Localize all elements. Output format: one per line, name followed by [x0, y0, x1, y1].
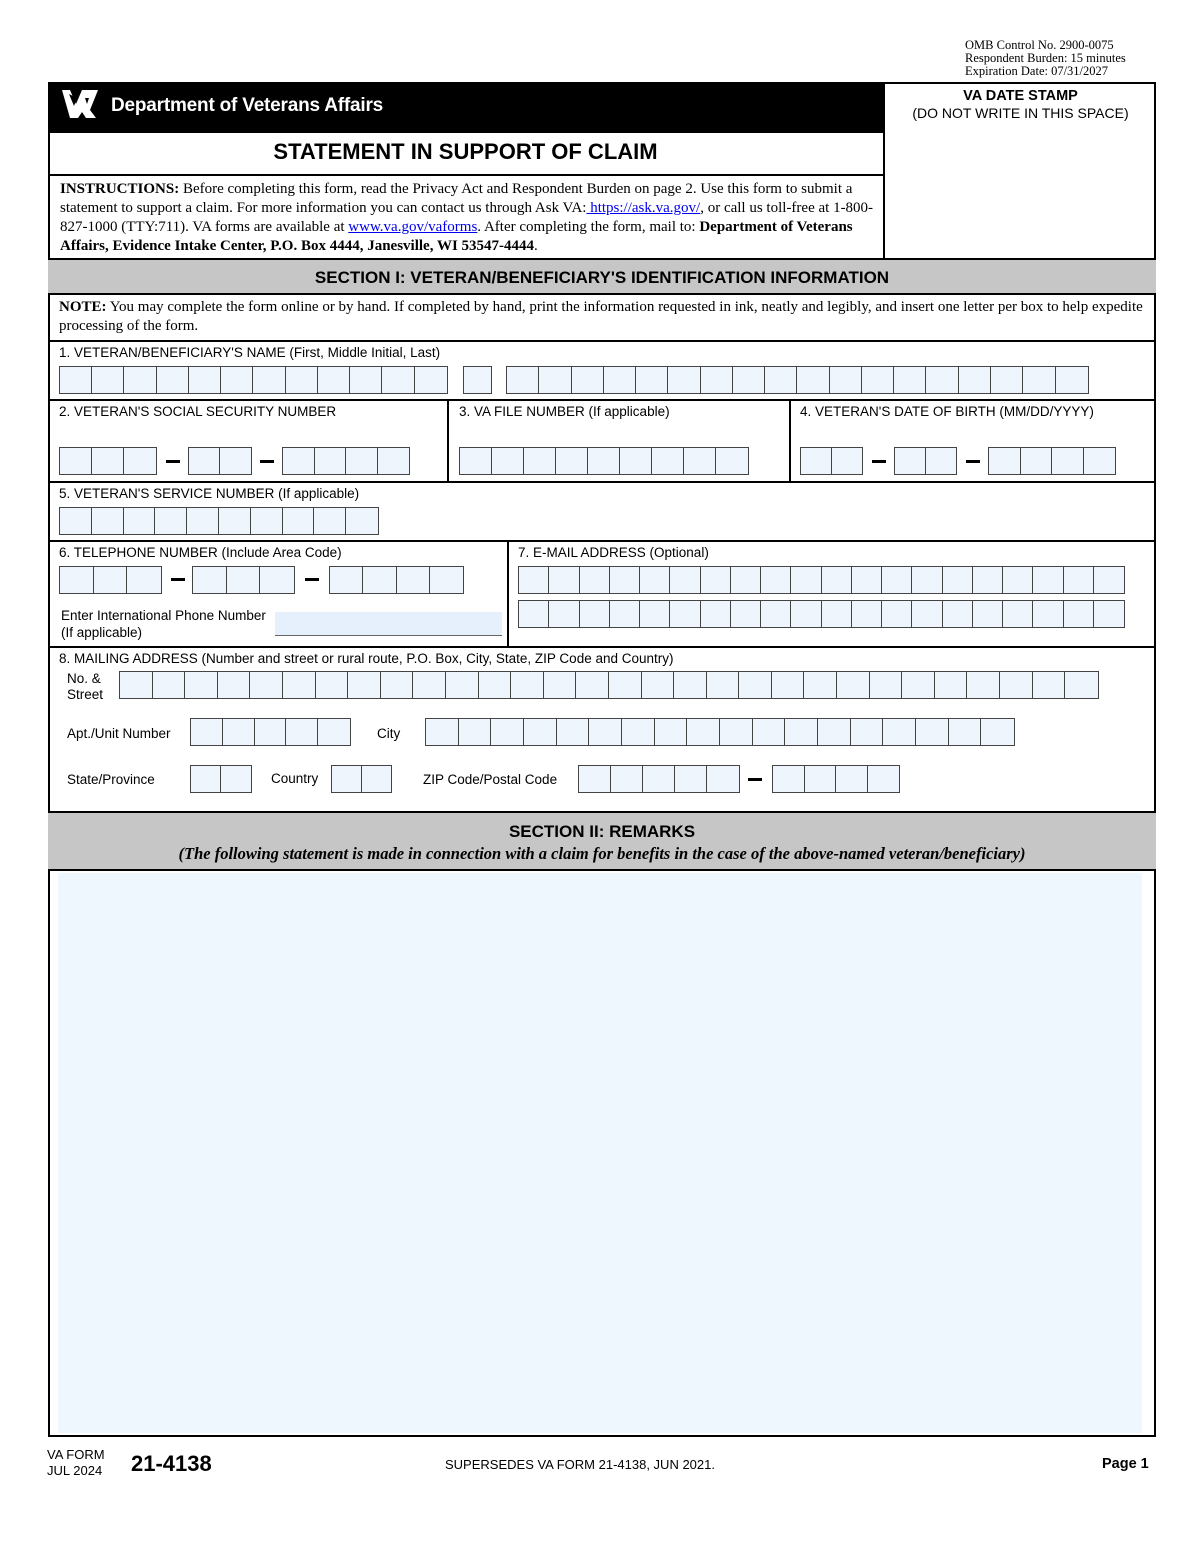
- character-box[interactable]: [739, 672, 772, 698]
- character-box[interactable]: [549, 601, 579, 627]
- mailing-address: Department of Veterans Affairs, Evidence Intake Center, P.O. Box 4444, Janesville, WI 53547-4444: [60, 219, 853, 254]
- character-box[interactable]: [348, 672, 381, 698]
- character-box[interactable]: [316, 672, 349, 698]
- character-box[interactable]: [687, 719, 720, 745]
- dash: [305, 578, 319, 581]
- character-box[interactable]: [801, 448, 832, 474]
- character-box[interactable]: [1033, 567, 1063, 593]
- character-box[interactable]: [94, 567, 128, 593]
- character-box[interactable]: [852, 567, 882, 593]
- character-box[interactable]: [620, 448, 652, 474]
- section-2-title: SECTION II: REMARKS: [508, 822, 696, 841]
- character-box[interactable]: [643, 766, 675, 792]
- character-box[interactable]: [610, 601, 640, 627]
- dob-month-field[interactable]: [800, 447, 863, 475]
- footer-date: JUL 2024: [47, 1463, 103, 1478]
- character-box[interactable]: [283, 672, 316, 698]
- column-divider: [507, 540, 509, 647]
- character-box[interactable]: [92, 367, 124, 393]
- character-box[interactable]: [381, 672, 414, 698]
- character-box[interactable]: [604, 367, 636, 393]
- row-divider: [48, 481, 1156, 483]
- character-box[interactable]: [191, 719, 223, 745]
- character-box[interactable]: [580, 567, 610, 593]
- character-box[interactable]: [943, 567, 973, 593]
- character-box[interactable]: [935, 672, 968, 698]
- omb-control: OMB Control No. 2900-0075: [965, 38, 1114, 52]
- divider: [48, 131, 883, 133]
- character-box[interactable]: [378, 448, 410, 474]
- character-box[interactable]: [524, 719, 557, 745]
- character-box[interactable]: [60, 448, 92, 474]
- character-box[interactable]: [720, 719, 753, 745]
- character-box[interactable]: [1052, 448, 1084, 474]
- character-box[interactable]: [652, 448, 684, 474]
- stamp-title: VA DATE STAMP: [963, 88, 1078, 104]
- character-box[interactable]: [701, 567, 731, 593]
- character-box[interactable]: [124, 508, 156, 534]
- va-header-bar: [48, 82, 883, 131]
- section-1-title: SECTION I: VETERAN/BENEFICIARY'S IDENTIFICATION INFORMATION: [314, 268, 890, 287]
- state-label: State/Province: [67, 772, 155, 787]
- character-box[interactable]: [1064, 567, 1094, 593]
- character-box[interactable]: [588, 448, 620, 474]
- character-box[interactable]: [1023, 367, 1055, 393]
- form-title: STATEMENT IN SUPPORT OF CLAIM: [273, 139, 658, 164]
- intl-phone-label: [61, 607, 266, 641]
- service-number-label: 5. VETERAN'S SERVICE NUMBER (If applicable): [59, 486, 360, 501]
- character-box[interactable]: [804, 672, 837, 698]
- country-label: Country: [271, 771, 319, 786]
- character-box[interactable]: [701, 367, 733, 393]
- character-box[interactable]: [959, 367, 991, 393]
- character-box[interactable]: [460, 448, 492, 474]
- character-box[interactable]: [949, 719, 982, 745]
- telephone-label: 6. TELEPHONE NUMBER (Include Area Code): [59, 545, 342, 560]
- character-box[interactable]: [832, 448, 863, 474]
- character-box[interactable]: [1033, 672, 1066, 698]
- character-box[interactable]: [60, 508, 92, 534]
- character-box[interactable]: [902, 672, 935, 698]
- character-box[interactable]: [153, 672, 186, 698]
- character-box[interactable]: [1084, 448, 1116, 474]
- character-box[interactable]: [120, 672, 153, 698]
- character-box[interactable]: [733, 367, 765, 393]
- character-box[interactable]: [382, 367, 414, 393]
- character-box[interactable]: [701, 601, 731, 627]
- character-box[interactable]: [557, 719, 590, 745]
- character-box[interactable]: [286, 719, 318, 745]
- character-box[interactable]: [772, 672, 805, 698]
- email-field-line-2[interactable]: [518, 600, 1125, 628]
- zip-extension-field[interactable]: [772, 765, 900, 793]
- character-box[interactable]: [675, 766, 707, 792]
- character-box[interactable]: [511, 672, 544, 698]
- character-box[interactable]: [318, 719, 350, 745]
- character-box[interactable]: [221, 766, 251, 792]
- character-box[interactable]: [765, 367, 797, 393]
- character-box[interactable]: [350, 367, 382, 393]
- character-box[interactable]: [926, 448, 957, 474]
- footer-va-form: VA FORM: [47, 1447, 105, 1462]
- character-box[interactable]: [883, 719, 916, 745]
- character-box[interactable]: [761, 567, 791, 593]
- omb-expiration: Expiration Date: 07/31/2027: [965, 64, 1109, 78]
- character-box[interactable]: [1056, 367, 1088, 393]
- character-box[interactable]: [580, 601, 610, 627]
- character-box[interactable]: [870, 672, 903, 698]
- section-2-header: [48, 811, 1156, 871]
- dash: [872, 460, 886, 463]
- character-box[interactable]: [822, 567, 852, 593]
- character-box[interactable]: [894, 367, 926, 393]
- character-box[interactable]: [430, 567, 463, 593]
- section-2-subtitle: (The following statement is made in connection with a claim for benefits in the case of the above-named veteran/beneficiary): [178, 844, 1026, 863]
- character-box[interactable]: [805, 766, 837, 792]
- character-box[interactable]: [155, 508, 187, 534]
- character-box[interactable]: [868, 766, 900, 792]
- character-box[interactable]: [363, 567, 396, 593]
- character-box[interactable]: [926, 367, 958, 393]
- character-box[interactable]: [655, 719, 688, 745]
- form-title-row: [48, 131, 883, 176]
- character-box[interactable]: [318, 367, 350, 393]
- dash: [260, 460, 274, 463]
- service-number-field[interactable]: [59, 507, 379, 535]
- character-box[interactable]: [989, 448, 1021, 474]
- apt-label: Apt./Unit Number: [67, 726, 171, 741]
- character-box[interactable]: [674, 672, 707, 698]
- character-box[interactable]: [60, 367, 92, 393]
- character-box[interactable]: [1065, 672, 1098, 698]
- character-box[interactable]: [193, 567, 227, 593]
- character-box[interactable]: [837, 672, 870, 698]
- character-box[interactable]: [636, 367, 668, 393]
- character-box[interactable]: [1094, 601, 1124, 627]
- character-box[interactable]: [92, 508, 124, 534]
- character-box[interactable]: [507, 367, 539, 393]
- mailing-address-label: 8. MAILING ADDRESS (Number and street or rural route, P.O. Box, City, State, ZIP Code and Country): [59, 651, 674, 666]
- character-box[interactable]: [640, 601, 670, 627]
- character-box[interactable]: [549, 567, 579, 593]
- section-1-header: [48, 258, 1156, 295]
- instructions-text-2: , or call us toll-free at 1-800-827-1000 (TTY:711). VA forms are available at: [60, 200, 874, 235]
- dob-day-field[interactable]: [894, 447, 957, 475]
- ssn-first-field[interactable]: [59, 447, 157, 475]
- character-box[interactable]: [227, 567, 261, 593]
- character-box[interactable]: [862, 367, 894, 393]
- phone-area-field[interactable]: [59, 566, 162, 594]
- character-box[interactable]: [124, 448, 156, 474]
- email-label: 7. E-MAIL ADDRESS (Optional): [518, 545, 709, 560]
- character-box[interactable]: [818, 719, 851, 745]
- character-box[interactable]: [187, 508, 219, 534]
- page-number: Page 1: [1102, 1456, 1149, 1472]
- city-label: City: [377, 726, 401, 741]
- character-box[interactable]: [684, 448, 716, 474]
- va-seal-icon: [60, 88, 100, 120]
- character-box[interactable]: [124, 367, 156, 393]
- character-box[interactable]: [1064, 601, 1094, 627]
- character-box[interactable]: [157, 367, 189, 393]
- character-box[interactable]: [185, 672, 218, 698]
- character-box[interactable]: [1094, 567, 1124, 593]
- intl-phone-label-1: Enter International Phone Number: [61, 608, 266, 623]
- character-box[interactable]: [253, 367, 285, 393]
- character-box[interactable]: [707, 766, 739, 792]
- va-file-label: 3. VA FILE NUMBER (If applicable): [459, 404, 670, 419]
- character-box[interactable]: [459, 719, 492, 745]
- column-divider: [447, 399, 449, 482]
- character-box[interactable]: [544, 672, 577, 698]
- character-box[interactable]: [912, 601, 942, 627]
- character-box[interactable]: [791, 567, 821, 593]
- character-box[interactable]: [255, 719, 287, 745]
- character-box[interactable]: [464, 367, 491, 393]
- remarks-textarea[interactable]: [58, 873, 1142, 1433]
- character-box[interactable]: [836, 766, 868, 792]
- email-field-line-1[interactable]: [518, 566, 1125, 594]
- character-box[interactable]: [851, 719, 884, 745]
- character-box[interactable]: [912, 567, 942, 593]
- omb-info: [965, 39, 1165, 78]
- character-box[interactable]: [1003, 601, 1033, 627]
- note-lead: NOTE:: [59, 299, 107, 315]
- dob-year-field[interactable]: [988, 447, 1116, 475]
- last-name-field[interactable]: [506, 366, 1089, 394]
- dash: [166, 460, 180, 463]
- row-divider: [48, 540, 1156, 542]
- character-box[interactable]: [218, 672, 251, 698]
- column-divider: [789, 399, 791, 482]
- phone-prefix-field[interactable]: [192, 566, 295, 594]
- character-box[interactable]: [397, 567, 430, 593]
- instructions-lead: INSTRUCTIONS:: [60, 181, 180, 197]
- character-box[interactable]: [189, 367, 221, 393]
- character-box[interactable]: [260, 567, 294, 593]
- character-box[interactable]: [716, 448, 748, 474]
- name-label: 1. VETERAN/BENEFICIARY'S NAME (First, Middle Initial, Last): [59, 345, 441, 360]
- character-box[interactable]: [943, 601, 973, 627]
- character-box[interactable]: [219, 508, 251, 534]
- country-field[interactable]: [331, 765, 392, 793]
- department-name: Department of Veterans Affairs: [111, 95, 384, 116]
- phone-line-field[interactable]: [329, 566, 464, 594]
- character-box[interactable]: [785, 719, 818, 745]
- character-box[interactable]: [791, 601, 821, 627]
- dash: [966, 460, 980, 463]
- character-box[interactable]: [830, 367, 862, 393]
- character-box[interactable]: [981, 719, 1014, 745]
- intl-phone-field[interactable]: [275, 612, 502, 636]
- footer-form-info: [47, 1447, 105, 1479]
- character-box[interactable]: [346, 508, 378, 534]
- character-box[interactable]: [991, 367, 1023, 393]
- instructions-text: Before completing this form, read the Privacy Act and Respondent Burden on page 2. Use this form to submit a statement to support a claim. For more information you can contact us through Ask VA:: [60, 181, 853, 216]
- street-label: [67, 671, 103, 703]
- street-label-2: Street: [67, 687, 104, 702]
- ssn-last-field[interactable]: [282, 447, 410, 475]
- character-box[interactable]: [572, 367, 604, 393]
- character-box[interactable]: [283, 508, 315, 534]
- character-box[interactable]: [413, 672, 446, 698]
- character-box[interactable]: [127, 567, 161, 593]
- character-box[interactable]: [332, 766, 362, 792]
- character-box[interactable]: [610, 567, 640, 593]
- character-box[interactable]: [731, 601, 761, 627]
- character-box[interactable]: [286, 367, 318, 393]
- character-box[interactable]: [753, 719, 786, 745]
- character-box[interactable]: [668, 367, 700, 393]
- form-number: 21-4138: [131, 1451, 212, 1476]
- character-box[interactable]: [642, 672, 675, 698]
- zip-label: ZIP Code/Postal Code: [423, 772, 558, 787]
- character-box[interactable]: [797, 367, 829, 393]
- vaforms-link[interactable]: www.va.gov/vaforms: [348, 219, 478, 235]
- character-box[interactable]: [670, 567, 700, 593]
- dash: [748, 778, 762, 781]
- character-box[interactable]: [314, 508, 346, 534]
- supersedes-note: SUPERSEDES VA FORM 21-4138, JUN 2021.: [445, 1457, 715, 1472]
- character-box[interactable]: [60, 567, 94, 593]
- character-box[interactable]: [589, 719, 622, 745]
- character-box[interactable]: [446, 672, 479, 698]
- character-box[interactable]: [346, 448, 378, 474]
- character-box[interactable]: [221, 367, 253, 393]
- first-name-field[interactable]: [59, 366, 448, 394]
- character-box[interactable]: [92, 448, 124, 474]
- character-box[interactable]: [967, 672, 1000, 698]
- character-box[interactable]: [539, 367, 571, 393]
- ssn-label: 2. VETERAN'S SOCIAL SECURITY NUMBER: [59, 404, 337, 419]
- state-field[interactable]: [190, 765, 252, 793]
- character-box[interactable]: [519, 567, 549, 593]
- character-box[interactable]: [220, 448, 251, 474]
- stamp-subtitle: (DO NOT WRITE IN THIS SPACE): [912, 105, 1129, 121]
- character-box[interactable]: [415, 367, 447, 393]
- apt-number-field[interactable]: [190, 718, 351, 746]
- ssn-middle-field[interactable]: [188, 447, 252, 475]
- character-box[interactable]: [895, 448, 926, 474]
- character-box[interactable]: [250, 672, 283, 698]
- middle-initial-field[interactable]: [463, 366, 492, 394]
- character-box[interactable]: [973, 567, 1003, 593]
- character-box[interactable]: [973, 601, 1003, 627]
- city-field[interactable]: [425, 718, 1015, 746]
- va-file-number-field[interactable]: [459, 447, 749, 475]
- omb-burden: Respondent Burden: 15 minutes: [965, 51, 1126, 65]
- character-box[interactable]: [362, 766, 392, 792]
- row-divider: [48, 399, 1156, 401]
- character-box[interactable]: [609, 672, 642, 698]
- character-box[interactable]: [283, 448, 315, 474]
- character-box[interactable]: [882, 601, 912, 627]
- character-box[interactable]: [622, 719, 655, 745]
- note-text: You may complete the form online or by hand. If completed by hand, print the information requested in ink, neatly and legibly, and insert one letter per box to help expedite processing of the form.: [59, 299, 1143, 334]
- instructions: [60, 180, 875, 256]
- character-box[interactable]: [882, 567, 912, 593]
- character-box[interactable]: [1003, 567, 1033, 593]
- character-box[interactable]: [426, 719, 459, 745]
- row-divider: [48, 646, 1156, 648]
- character-box[interactable]: [330, 567, 363, 593]
- character-box[interactable]: [479, 672, 512, 698]
- street-label-1: No. &: [67, 671, 101, 686]
- intl-phone-label-2: (If applicable): [61, 625, 143, 640]
- note: [59, 298, 1149, 336]
- zip-code-field[interactable]: [578, 765, 740, 793]
- character-box[interactable]: [492, 448, 524, 474]
- ask-va-link[interactable]: https://ask.va.gov/: [586, 200, 701, 216]
- character-box[interactable]: [524, 448, 556, 474]
- character-box[interactable]: [191, 766, 221, 792]
- character-box[interactable]: [491, 719, 524, 745]
- character-box[interactable]: [916, 719, 949, 745]
- character-box[interactable]: [640, 567, 670, 593]
- character-box[interactable]: [519, 601, 549, 627]
- character-box[interactable]: [251, 508, 283, 534]
- character-box[interactable]: [315, 448, 347, 474]
- character-box[interactable]: [852, 601, 882, 627]
- character-box[interactable]: [707, 672, 740, 698]
- va-date-stamp-box: [883, 82, 1156, 259]
- character-box[interactable]: [1033, 601, 1063, 627]
- character-box[interactable]: [822, 601, 852, 627]
- character-box[interactable]: [773, 766, 805, 792]
- character-box[interactable]: [1000, 672, 1033, 698]
- instructions-text-3: . After completing the form, mail to:: [477, 219, 700, 235]
- character-box[interactable]: [576, 672, 609, 698]
- character-box[interactable]: [556, 448, 588, 474]
- character-box[interactable]: [670, 601, 700, 627]
- character-box[interactable]: [761, 601, 791, 627]
- character-box[interactable]: [731, 567, 761, 593]
- street-address-field[interactable]: [119, 671, 1099, 699]
- character-box[interactable]: [223, 719, 255, 745]
- character-box[interactable]: [1021, 448, 1053, 474]
- dob-label: 4. VETERAN'S DATE OF BIRTH (MM/DD/YYYY): [800, 404, 1094, 419]
- character-box[interactable]: [189, 448, 220, 474]
- character-box[interactable]: [611, 766, 643, 792]
- row-divider: [48, 340, 1156, 342]
- dash: [171, 578, 185, 581]
- instructions-end: .: [534, 238, 538, 254]
- character-box[interactable]: [579, 766, 611, 792]
